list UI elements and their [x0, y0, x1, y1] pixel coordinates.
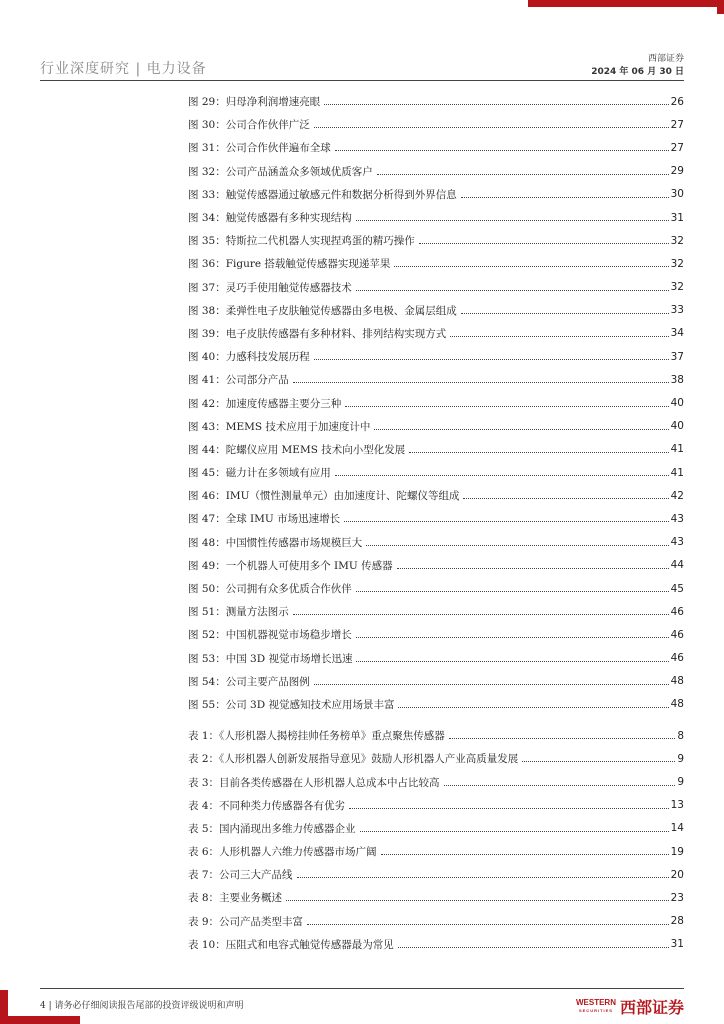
dot-leader [522, 761, 675, 762]
figure-entry[interactable] [188, 647, 684, 670]
figure-entry-page: 27 [670, 118, 684, 131]
dot-leader [297, 877, 669, 878]
table-entry-page: 9 [677, 752, 684, 765]
figure-entry[interactable] [188, 113, 684, 136]
dot-leader [356, 637, 669, 638]
figure-entry[interactable] [188, 229, 684, 252]
figure-entry-label: 图 45：磁力计在多领域有应用 [188, 467, 331, 480]
figure-entry[interactable] [188, 368, 684, 391]
table-entry[interactable] [188, 933, 684, 956]
dot-leader [381, 854, 669, 855]
figure-entry-page: 37 [670, 350, 684, 363]
list-gap [188, 716, 684, 724]
dot-leader [461, 197, 669, 198]
figure-entry-label: 图 40：力感科技发展历程 [188, 351, 310, 364]
figure-entry-label: 图 49：一个机器人可使用多个 IMU 传感器 [188, 559, 393, 572]
corner-accent-top [528, 0, 724, 7]
table-entry[interactable] [188, 840, 684, 863]
figure-entry-page: 41 [670, 443, 684, 456]
figure-entry-page: 40 [670, 420, 684, 433]
table-entry[interactable] [188, 886, 684, 909]
dot-leader [293, 382, 669, 383]
logo-chinese: 西部证券 [619, 998, 684, 1017]
figure-entry-label: 图 36：Figure 搭载触觉传感器实现递苹果 [188, 258, 391, 271]
logo-english-name: WESTERN [575, 997, 616, 1007]
table-entry-label: 表 4：不同种类力传感器各有优劣 [188, 799, 346, 812]
figure-entry[interactable] [188, 507, 684, 530]
dot-leader [377, 174, 669, 175]
dot-leader [335, 475, 669, 476]
logo-english [576, 999, 616, 1015]
table-entry-label: 表 3：目前各类传感器在人形机器人总成本中占比较高 [188, 776, 440, 789]
figure-entry-page: 40 [670, 397, 684, 410]
dot-leader [366, 545, 668, 546]
dot-leader [324, 104, 668, 105]
figure-entry-page: 32 [670, 257, 684, 270]
table-entry[interactable] [188, 770, 684, 793]
figure-entry[interactable] [188, 577, 684, 600]
table-entry-label: 表 1：《人形机器人揭榜挂帅任务榜单》重点聚焦传感器 [188, 730, 445, 743]
figure-entry-page: 43 [670, 512, 684, 525]
figure-entry-page: 30 [670, 188, 684, 201]
figure-entry-label: 图 32：公司产品涵盖众多领域优质客户 [188, 165, 373, 178]
table-list [188, 724, 684, 956]
dot-leader [314, 359, 669, 360]
figure-list [188, 90, 684, 716]
figure-entry[interactable] [188, 670, 684, 693]
figure-entry[interactable] [188, 136, 684, 159]
figure-entry-page: 38 [670, 373, 684, 386]
table-entry-page: 14 [670, 822, 684, 835]
figure-entry-label: 图 30：公司合作伙伴广泛 [188, 119, 310, 132]
table-entry-page: 19 [670, 845, 684, 858]
figure-entry[interactable] [188, 252, 684, 275]
figure-entry-page: 48 [670, 698, 684, 711]
figure-entry-page: 32 [670, 234, 684, 247]
figure-entry[interactable] [188, 531, 684, 554]
figure-entry[interactable] [188, 415, 684, 438]
dot-leader [314, 127, 669, 128]
figure-entry-page: 43 [670, 536, 684, 549]
figure-entry[interactable] [188, 623, 684, 646]
figure-entry-page: 44 [670, 559, 684, 572]
dot-leader [449, 738, 676, 739]
corner-accent-bottom [0, 1016, 80, 1024]
table-entry[interactable] [188, 817, 684, 840]
footer-divider [40, 988, 684, 989]
figure-entry-label: 图 50：公司拥有众多优质合作伙伴 [188, 583, 352, 596]
figure-entry-label: 图 37：灵巧手使用触觉传感器技术 [188, 281, 352, 294]
figure-entry-label: 图 51：测量方法图示 [188, 606, 289, 619]
figure-entry-page: 34 [670, 327, 684, 340]
dot-leader [461, 313, 669, 314]
dot-leader [409, 452, 668, 453]
table-entry-page: 20 [670, 868, 684, 881]
figure-entry-page: 46 [670, 605, 684, 618]
figure-entry-label: 图 39：电子皮肤传感器有多种材料、排列结构实现方式 [188, 327, 447, 340]
dot-leader [286, 900, 669, 901]
dot-leader [349, 808, 669, 809]
figure-entry-label: 图 48：中国惯性传感器市场规模巨大 [188, 536, 363, 549]
footer-separator: | [48, 1001, 55, 1011]
figure-entry-page: 33 [670, 304, 684, 317]
dot-leader [444, 785, 676, 786]
table-entry[interactable] [188, 863, 684, 886]
corner-accent-top-vertical [717, 0, 724, 14]
dot-leader [314, 684, 669, 685]
figure-entry-page: 48 [670, 675, 684, 688]
figure-entry-page: 42 [670, 489, 684, 502]
figure-entry-label: 图 55：公司 3D 视觉感知技术应用场景丰富 [188, 698, 395, 711]
footer-text [40, 998, 244, 1011]
figure-entry[interactable] [188, 345, 684, 368]
figure-entry[interactable] [188, 438, 684, 461]
figure-entry[interactable] [188, 206, 684, 229]
table-of-contents [188, 90, 684, 956]
report-section-title: 行业深度研究 | 电力设备 [40, 61, 207, 77]
table-entry-page: 31 [670, 938, 684, 951]
dot-leader [356, 290, 669, 291]
figure-entry-label: 图 35：特斯拉二代机器人实现捏鸡蛋的精巧操作 [188, 235, 415, 248]
dot-leader [335, 150, 669, 151]
figure-entry-label: 图 29：归母净利润增速亮眼 [188, 96, 321, 109]
table-entry[interactable] [188, 747, 684, 770]
figure-entry-label: 图 42：加速度传感器主要分三种 [188, 397, 342, 410]
dot-leader [419, 243, 669, 244]
figure-entry-label: 图 41：公司部分产品 [188, 374, 289, 387]
table-entry-page: 8 [677, 729, 684, 742]
corner-accent-bottom-vertical [0, 990, 8, 1024]
figure-entry-page: 26 [670, 95, 684, 108]
table-entry-page: 23 [670, 891, 684, 904]
dot-leader [356, 220, 669, 221]
figure-entry-label: 图 31：公司合作伙伴遍布全球 [188, 142, 331, 155]
table-entry-page: 9 [677, 776, 684, 789]
dot-leader [344, 521, 669, 522]
company-logo [576, 995, 684, 1018]
dot-leader [397, 568, 669, 569]
figure-entry-page: 46 [670, 628, 684, 641]
figure-entry-page: 29 [670, 165, 684, 178]
dot-leader [398, 947, 669, 948]
figure-entry[interactable] [188, 183, 684, 206]
page-number: 4 [40, 1001, 46, 1011]
table-entry-label: 表 6：人形机器人六维力传感器市场广阔 [188, 846, 377, 859]
figure-entry-label: 图 52：中国机器视觉市场稳步增长 [188, 629, 352, 642]
dot-leader [394, 266, 668, 267]
figure-entry-page: 32 [670, 281, 684, 294]
figure-entry-page: 46 [670, 652, 684, 665]
figure-entry[interactable] [188, 90, 684, 113]
figure-entry-label: 图 47：全球 IMU 市场迅速增长 [188, 513, 341, 526]
table-entry-label: 表 10：压阻式和电容式触觉传感器最为常见 [188, 938, 394, 951]
dot-leader [293, 614, 669, 615]
figure-entry-label: 图 43：MEMS 技术应用于加速度计中 [188, 420, 371, 433]
header-brand: 西部证券 [647, 54, 684, 64]
table-entry-label: 表 7：公司三大产品线 [188, 869, 293, 882]
figure-entry-label: 图 38：柔弹性电子皮肤触觉传感器由多电极、金属层组成 [188, 304, 457, 317]
table-entry-label: 表 5：国内涌现出多维力传感器企业 [188, 822, 356, 835]
figure-entry[interactable] [188, 461, 684, 484]
dot-leader [356, 591, 669, 592]
figure-entry-page: 31 [670, 211, 684, 224]
figure-entry[interactable] [188, 391, 684, 414]
figure-entry[interactable] [188, 276, 684, 299]
table-entry-page: 28 [670, 915, 684, 928]
figure-entry-label: 图 53：中国 3D 视觉市场增长迅速 [188, 652, 353, 665]
dot-leader [398, 707, 668, 708]
table-entry[interactable] [188, 794, 684, 817]
figure-entry-page: 41 [670, 466, 684, 479]
table-entry[interactable] [188, 910, 684, 933]
figure-entry-page: 27 [670, 141, 684, 154]
table-entry-label: 表 9：公司产品类型丰富 [188, 915, 304, 928]
figure-entry[interactable] [188, 160, 684, 183]
dot-leader [463, 498, 668, 499]
figure-entry[interactable] [188, 299, 684, 322]
dot-leader [374, 429, 668, 430]
figure-entry-label: 图 44：陀螺仪应用 MEMS 技术向小型化发展 [188, 443, 406, 456]
table-entry-label: 表 8：主要业务概述 [188, 892, 283, 905]
figure-entry[interactable] [188, 554, 684, 577]
figure-entry-page: 45 [670, 582, 684, 595]
report-date: 2024 年 06 月 30 日 [591, 67, 684, 77]
header-divider [40, 80, 684, 81]
table-entry[interactable] [188, 724, 684, 747]
figure-entry-label: 图 46：IMU（惯性测量单元）由加速度计、陀螺仪等组成 [188, 490, 460, 503]
figure-entry-label: 图 54：公司主要产品图例 [188, 675, 310, 688]
dot-leader [360, 831, 669, 832]
disclaimer-text: 请务必仔细阅读报告尾部的投资评级说明和声明 [54, 1001, 244, 1011]
dot-leader [450, 336, 668, 337]
logo-english-sub: SECURITIES [578, 1007, 613, 1013]
figure-entry-label: 图 34：触觉传感器有多种实现结构 [188, 212, 352, 225]
figure-entry[interactable] [188, 693, 684, 716]
figure-entry[interactable] [188, 322, 684, 345]
figure-entry[interactable] [188, 484, 684, 507]
figure-entry[interactable] [188, 600, 684, 623]
table-entry-page: 13 [670, 799, 684, 812]
dot-leader [345, 406, 668, 407]
dot-leader [307, 924, 669, 925]
figure-entry-label: 图 33：触觉传感器通过敏感元件和数据分析得到外界信息 [188, 188, 457, 201]
table-entry-label: 表 2：《人形机器人创新发展指导意见》鼓励人形机器人产业高质量发展 [188, 753, 519, 766]
dot-leader [356, 661, 668, 662]
